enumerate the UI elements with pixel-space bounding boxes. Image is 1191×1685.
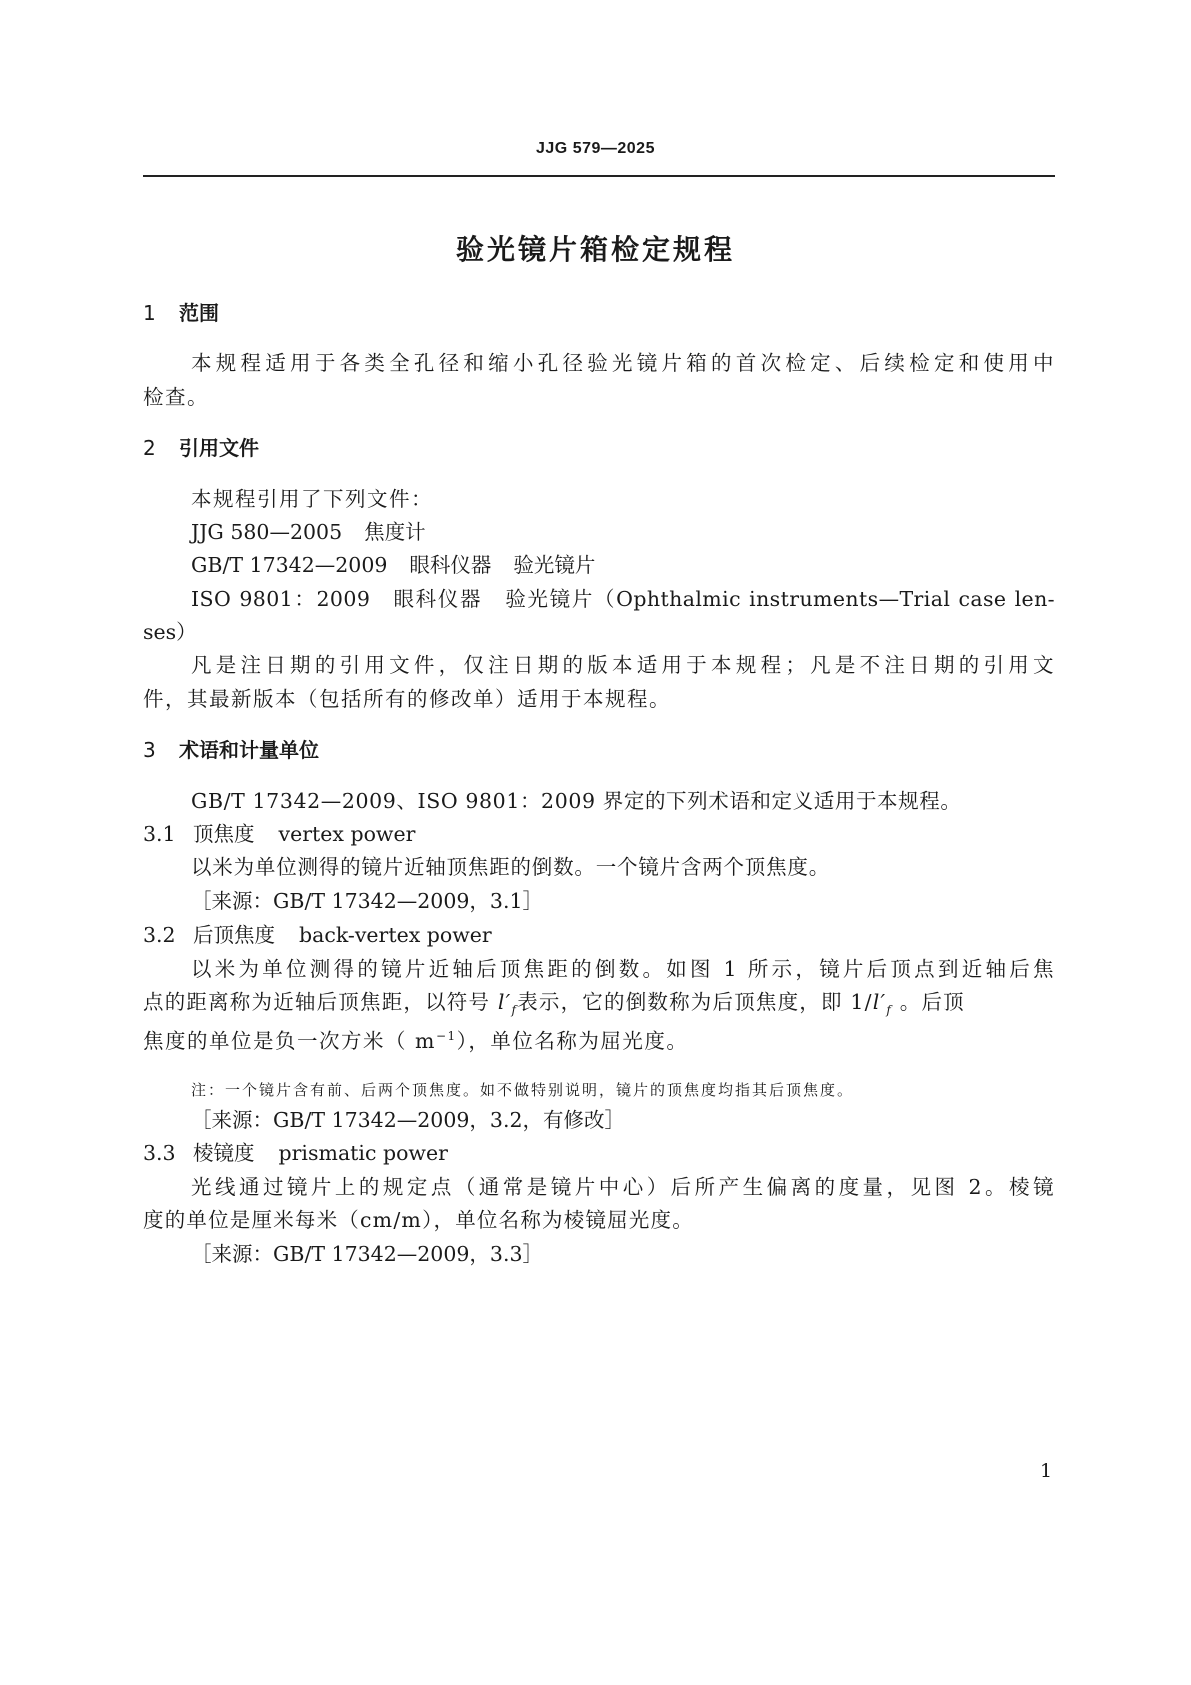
terms-intro: GB/T 17342—2009、ISO 9801：2009 界定的下列术语和定义适用于本规程。 <box>191 789 962 813</box>
scope-paragraph-line-1: 本规程适用于各类全孔径和缩小孔径验光镜片箱的首次检定、后续检定和使用中 <box>191 351 1055 375</box>
reference-name: 验光镜片（Ophthalmic instruments—Trial case len- <box>504 587 1055 611</box>
term-number: 3.2 <box>143 923 176 947</box>
scope-paragraph-line-2: 检查。 <box>143 385 209 409</box>
section-title: 术语和计量单位 <box>179 738 319 762</box>
term-3-3-source: ［来源：GB/T 17342—2009，3.3］ <box>191 1242 544 1266</box>
term-english: prismatic power <box>278 1141 448 1165</box>
reference-code: ISO 9801：2009 <box>191 587 371 611</box>
term-chinese: 后顶焦度 <box>193 923 275 947</box>
term-3-3-definition-line-2: 度的单位是厘米每米（cm/m），单位名称为棱镜屈光度。 <box>143 1208 694 1232</box>
unit-exponent: −1 <box>435 1029 457 1043</box>
reference-item-2 <box>191 550 595 580</box>
reference-item-3 <box>191 584 1055 614</box>
definition-text: 焦度的单位是负一次方米（ m <box>143 1028 436 1053</box>
section-3-heading <box>143 735 319 765</box>
definition-text: 表示，它的倒数称为后顶焦度，即 <box>517 990 843 1014</box>
section-1-heading <box>143 298 219 328</box>
term-3-2-definition-line-2 <box>143 987 965 1025</box>
page-number: 1 <box>1040 1460 1053 1482</box>
symbol-subscript: f <box>511 1003 518 1018</box>
term-chinese: 顶焦度 <box>193 822 255 846</box>
symbol-letter: l′ <box>497 990 512 1014</box>
document-title: 验光镜片箱检定规程 <box>455 233 735 266</box>
section-number: 3 <box>143 738 156 762</box>
reference-item-1 <box>191 517 426 547</box>
symbol-l-prime <box>497 990 518 1018</box>
header-rule <box>143 175 1055 177</box>
term-chinese: 棱镜度 <box>193 1141 255 1165</box>
term-english: vertex power <box>278 822 416 846</box>
references-intro: 本规程引用了下列文件： <box>191 487 433 511</box>
section-number: 1 <box>143 301 156 325</box>
reference-name: 眼科仪器 <box>392 587 483 611</box>
definition-text: ），单位名称为屈光度。 <box>456 1028 689 1053</box>
dated-references-line-1: 凡是注日期的引用文件，仅注日期的版本适用于本规程；凡是不注日期的引用文 <box>191 653 1055 677</box>
term-english: back-vertex power <box>299 923 492 947</box>
term-3-2-definition-line-1: 以米为单位测得的镜片近轴后顶焦距的倒数。如图 1 所示，镜片后顶点到近轴后焦 <box>191 957 1055 981</box>
section-title: 引用文件 <box>179 436 259 460</box>
term-3-1-heading <box>143 819 415 849</box>
inverse-symbol <box>850 990 893 1018</box>
term-number: 3.1 <box>143 822 176 846</box>
term-3-3-heading <box>143 1138 448 1168</box>
term-3-2-note: 注：一个镜片含有前、后两个顶焦度。如不做特别说明，镜片的顶焦度均指其后顶焦度。 <box>191 1081 855 1099</box>
section-2-heading <box>143 433 259 463</box>
reference-name: 焦度计 <box>364 520 426 544</box>
term-3-2-definition-line-3 <box>143 1021 688 1056</box>
reference-name: 眼科仪器 <box>409 553 492 577</box>
term-number: 3.3 <box>143 1141 176 1165</box>
standard-code-header: JJG 579—2025 <box>536 140 655 157</box>
section-number: 2 <box>143 436 156 460</box>
reference-code: JJG 580—2005 <box>191 520 343 544</box>
term-3-1-source: ［来源：GB/T 17342—2009，3.1］ <box>191 889 544 913</box>
reference-item-3-continued: ses） <box>143 620 197 644</box>
term-3-3-definition-line-1: 光线通过镜片上的规定点（通常是镜片中心）后所产生偏离的度量，见图 2。棱镜 <box>191 1175 1055 1199</box>
definition-text: 。后顶 <box>899 990 965 1014</box>
dated-references-line-2: 件，其最新版本（包括所有的修改单）适用于本规程。 <box>143 687 671 711</box>
section-title: 范围 <box>179 301 219 325</box>
reference-code: GB/T 17342—2009 <box>191 553 388 577</box>
definition-text: 点的距离称为近轴后顶焦距，以符号 <box>143 990 491 1014</box>
symbol-subscript: f <box>886 1003 893 1018</box>
symbol-letter: l′ <box>872 990 887 1014</box>
term-3-2-heading <box>143 920 492 950</box>
reference-name: 验光镜片 <box>513 553 596 577</box>
term-3-1-definition: 以米为单位测得的镜片近轴顶焦距的倒数。一个镜片含两个顶焦度。 <box>191 855 830 879</box>
term-3-2-source: ［来源：GB/T 17342—2009，3.2，有修改］ <box>191 1108 626 1132</box>
inverse-prefix: 1/ <box>850 990 873 1014</box>
